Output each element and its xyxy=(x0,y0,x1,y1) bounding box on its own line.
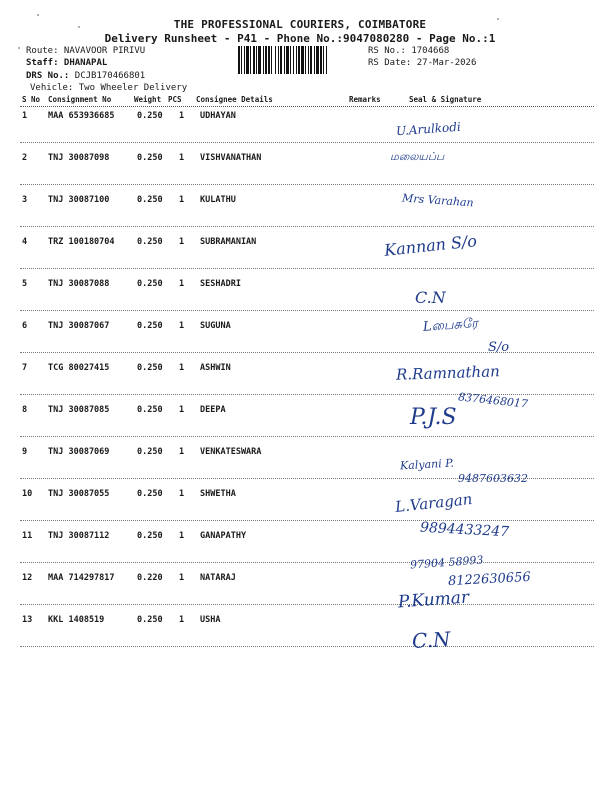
vehicle: Vehicle: Two Wheeler Delivery xyxy=(30,83,188,93)
handwritten-signature: Kalyani P. xyxy=(399,456,455,473)
rs-number: RS No.: 1704668 xyxy=(368,46,450,56)
barcode xyxy=(238,46,363,74)
row-consignment: MAA 714297817 xyxy=(48,573,115,583)
row-weight: 0.250 xyxy=(137,195,163,205)
table-row xyxy=(0,405,600,447)
row-consignee: USHA xyxy=(200,615,221,625)
handwritten-signature: 8376468017 xyxy=(457,390,529,411)
handwritten-signature: R.Ramnathan xyxy=(395,362,501,384)
table-row xyxy=(0,279,600,321)
row-weight: 0.250 xyxy=(137,447,163,457)
handwritten-signature: 9487603632 xyxy=(458,472,528,485)
row-sno: 7 xyxy=(22,363,28,373)
row-consignment: TCG 80027415 xyxy=(48,363,110,373)
row-consignment: TNJ 30087098 xyxy=(48,153,110,163)
row-sno: 11 xyxy=(22,531,33,541)
row-pcs: 1 xyxy=(179,405,185,415)
col-pcs: PCS xyxy=(168,95,182,104)
handwritten-signature: U.Arulkodi xyxy=(395,119,462,139)
handwritten-signature: P.J.S xyxy=(410,405,457,430)
row-consignment: MAA 653936685 xyxy=(48,111,115,121)
table-row xyxy=(0,237,600,279)
scan-speck xyxy=(18,47,20,49)
row-consignment: TNJ 30087088 xyxy=(48,279,110,289)
staff: Staff: DHANAPAL xyxy=(26,58,108,68)
barcode-bar xyxy=(327,46,329,74)
row-pcs: 1 xyxy=(179,447,185,457)
row-pcs: 1 xyxy=(179,363,185,373)
row-divider xyxy=(20,268,594,269)
row-consignee: GANAPATHY xyxy=(200,531,247,541)
row-consignee: SUBRAMANIAN xyxy=(200,237,257,247)
row-sno: 2 xyxy=(22,153,28,163)
row-sno: 6 xyxy=(22,321,28,331)
row-weight: 0.220 xyxy=(137,573,163,583)
row-consignee: SESHADRI xyxy=(200,279,241,289)
row-consignee: VISHVANATHAN xyxy=(200,153,262,163)
row-sno: 8 xyxy=(22,405,28,415)
row-pcs: 1 xyxy=(179,321,185,331)
handwritten-signature: மலையப்ப xyxy=(390,150,445,163)
row-divider xyxy=(20,436,594,437)
row-divider xyxy=(20,562,594,563)
row-pcs: 1 xyxy=(179,111,185,121)
header-divider xyxy=(20,106,594,107)
table-row xyxy=(0,615,600,657)
table-row xyxy=(0,153,600,195)
row-consignment: TNJ 30087100 xyxy=(48,195,110,205)
row-divider xyxy=(20,520,594,521)
row-weight: 0.250 xyxy=(137,363,163,373)
scan-speck xyxy=(37,14,39,16)
row-pcs: 1 xyxy=(179,615,185,625)
row-weight: 0.250 xyxy=(137,153,163,163)
drs-value: DCJB170466801 xyxy=(74,71,146,81)
row-sno: 3 xyxy=(22,195,28,205)
row-sno: 12 xyxy=(22,573,33,583)
row-consignee: KULATHU xyxy=(200,195,236,205)
row-consignee: NATARAJ xyxy=(200,573,236,583)
row-sno: 4 xyxy=(22,237,28,247)
row-consignment: TNJ 30087067 xyxy=(48,321,110,331)
row-divider xyxy=(20,226,594,227)
col-sno: S No xyxy=(22,95,41,104)
col-weight: Weight xyxy=(134,95,162,104)
row-divider xyxy=(20,184,594,185)
row-consignment: TNJ 30087055 xyxy=(48,489,110,499)
row-divider xyxy=(20,646,594,647)
row-weight: 0.250 xyxy=(137,489,163,499)
handwritten-signature: C.N xyxy=(415,288,446,307)
row-sno: 9 xyxy=(22,447,28,457)
row-sno: 5 xyxy=(22,279,28,289)
table-row xyxy=(0,111,600,153)
scan-speck xyxy=(497,18,499,20)
row-sno: 1 xyxy=(22,111,28,121)
row-consignment: TRZ 100180704 xyxy=(48,237,115,247)
row-weight: 0.250 xyxy=(137,321,163,331)
row-consignee: ASHWIN xyxy=(200,363,231,373)
row-consignee: DEEPA xyxy=(200,405,226,415)
row-pcs: 1 xyxy=(179,237,185,247)
row-pcs: 1 xyxy=(179,195,185,205)
col-remarks: Remarks xyxy=(349,95,381,104)
route: Route: NAVAVOOR PIRIVU xyxy=(26,46,146,56)
table-row xyxy=(0,321,600,363)
handwritten-signature: L.Varagan xyxy=(394,490,474,516)
row-sno: 13 xyxy=(22,615,33,625)
handwritten-signature: Lபைசுரே xyxy=(422,316,479,335)
row-weight: 0.250 xyxy=(137,237,163,247)
row-divider xyxy=(20,310,594,311)
row-consignment: TNJ 30087069 xyxy=(48,447,110,457)
row-consignment: TNJ 30087112 xyxy=(48,531,110,541)
row-pcs: 1 xyxy=(179,279,185,289)
row-pcs: 1 xyxy=(179,153,185,163)
row-divider xyxy=(20,604,594,605)
row-sno: 10 xyxy=(22,489,33,499)
handwritten-signature: C.N xyxy=(411,627,452,653)
row-consignment: KKL 1408519 xyxy=(48,615,105,625)
handwritten-signature: Kannan S/o xyxy=(383,231,478,260)
row-weight: 0.250 xyxy=(137,615,163,625)
row-consignee: SHWETHA xyxy=(200,489,236,499)
row-weight: 0.250 xyxy=(137,279,163,289)
row-weight: 0.250 xyxy=(137,405,163,415)
table-row xyxy=(0,489,600,531)
rs-date: RS Date: 27-Mar-2026 xyxy=(368,58,477,68)
drs-label: DRS No.: xyxy=(26,71,75,81)
row-pcs: 1 xyxy=(179,531,185,541)
row-weight: 0.250 xyxy=(137,531,163,541)
table-row xyxy=(0,531,600,573)
col-consignee: Consignee Details xyxy=(196,95,273,104)
handwritten-signature: Mrs Varahan xyxy=(401,191,475,210)
col-consignment: Consignment No xyxy=(48,95,112,104)
scan-speck xyxy=(78,26,80,28)
row-weight: 0.250 xyxy=(137,111,163,121)
row-pcs: 1 xyxy=(179,489,185,499)
row-pcs: 1 xyxy=(179,573,185,583)
handwritten-signature: 8122630656 xyxy=(447,569,532,590)
company-title: THE PROFESSIONAL COURIERS, COIMBATORE xyxy=(173,18,427,31)
drs-number xyxy=(26,71,145,82)
table-row xyxy=(0,195,600,237)
row-consignee: VENKATESWARA xyxy=(200,447,262,457)
runsheet-subtitle: Delivery Runsheet - P41 - Phone No.:9047080280 - Page No.:1 xyxy=(104,32,496,45)
row-consignment: TNJ 30087085 xyxy=(48,405,110,415)
row-consignee: UDHAYAN xyxy=(200,111,236,121)
handwritten-signature: 97904 58993 xyxy=(409,553,484,572)
handwritten-signature: P.Kumar xyxy=(397,587,470,613)
handwritten-signature: 9894433247 xyxy=(419,519,510,541)
handwritten-signature: S/o xyxy=(488,340,510,355)
row-divider xyxy=(20,142,594,143)
row-consignee: SUGUNA xyxy=(200,321,231,331)
col-seal: Seal & Signature xyxy=(409,95,482,104)
